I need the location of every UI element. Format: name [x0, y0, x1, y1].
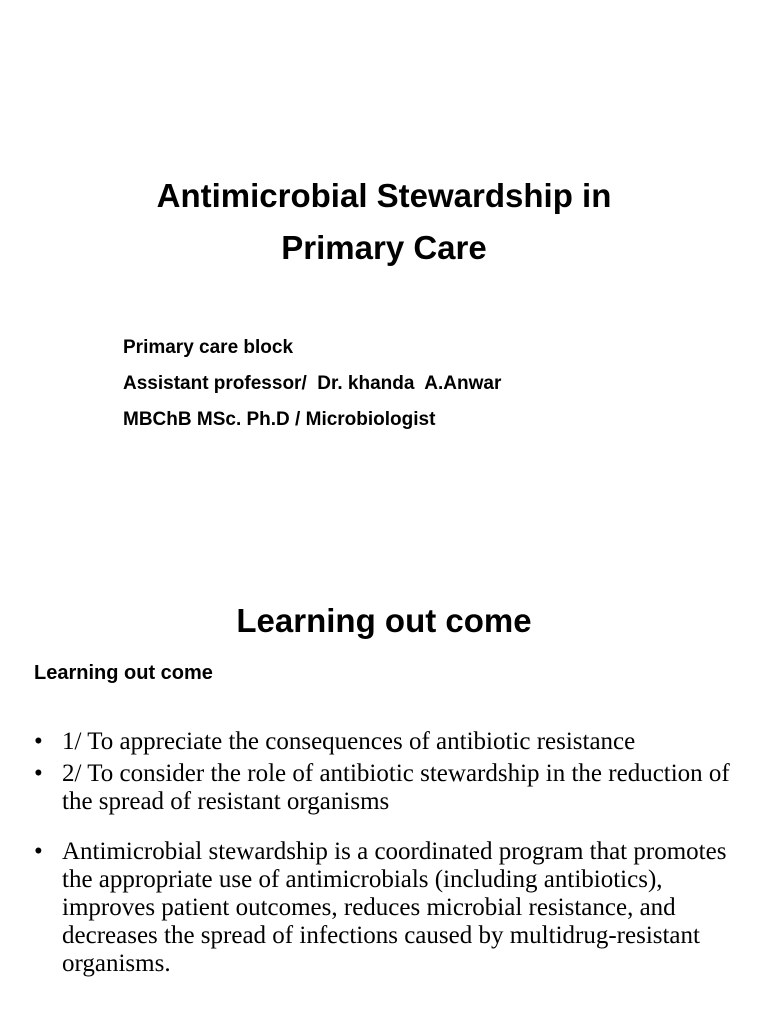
- title-line-2: Primary Care: [281, 229, 487, 266]
- bullet-text: 2/ To consider the role of antibiotic stewardship in the reduction of the spread of resistant organisms: [62, 760, 730, 815]
- presenter-qualifications: MBChB MSc. Ph.D / Microbiologist: [123, 409, 436, 430]
- bullet-item-1: [34, 728, 734, 756]
- bullet-list: [34, 728, 734, 982]
- bullet-item-3: [34, 838, 734, 978]
- bullet-icon: •: [34, 838, 43, 865]
- bullet-item-2: [34, 760, 734, 816]
- bullet-text: Antimicrobial stewardship is a coordinated program that promotes the appropriate use of antimicrobials (including antibiotics), improves patient outcomes, reduces microbial resistance, and decreases the spread of infections caused by multidrug-resistant organisms.: [62, 838, 727, 977]
- bullet-text: 1/ To appreciate the consequences of antibiotic resistance: [62, 728, 636, 755]
- presenter-info: [123, 330, 501, 438]
- bullet-icon: •: [34, 728, 43, 755]
- section-heading: Learning out come: [34, 662, 213, 684]
- slide-heading: Learning out come: [236, 602, 532, 639]
- presenter-name: Assistant professor/ Dr. khanda A.Anwar: [123, 373, 502, 394]
- course-block-label: Primary care block: [123, 337, 294, 358]
- slide-title-heading: [0, 170, 768, 274]
- slide-learning-outcomes: [0, 576, 768, 1024]
- title-line-1: Antimicrobial Stewardship in: [156, 177, 612, 214]
- bullet-icon: •: [34, 760, 43, 787]
